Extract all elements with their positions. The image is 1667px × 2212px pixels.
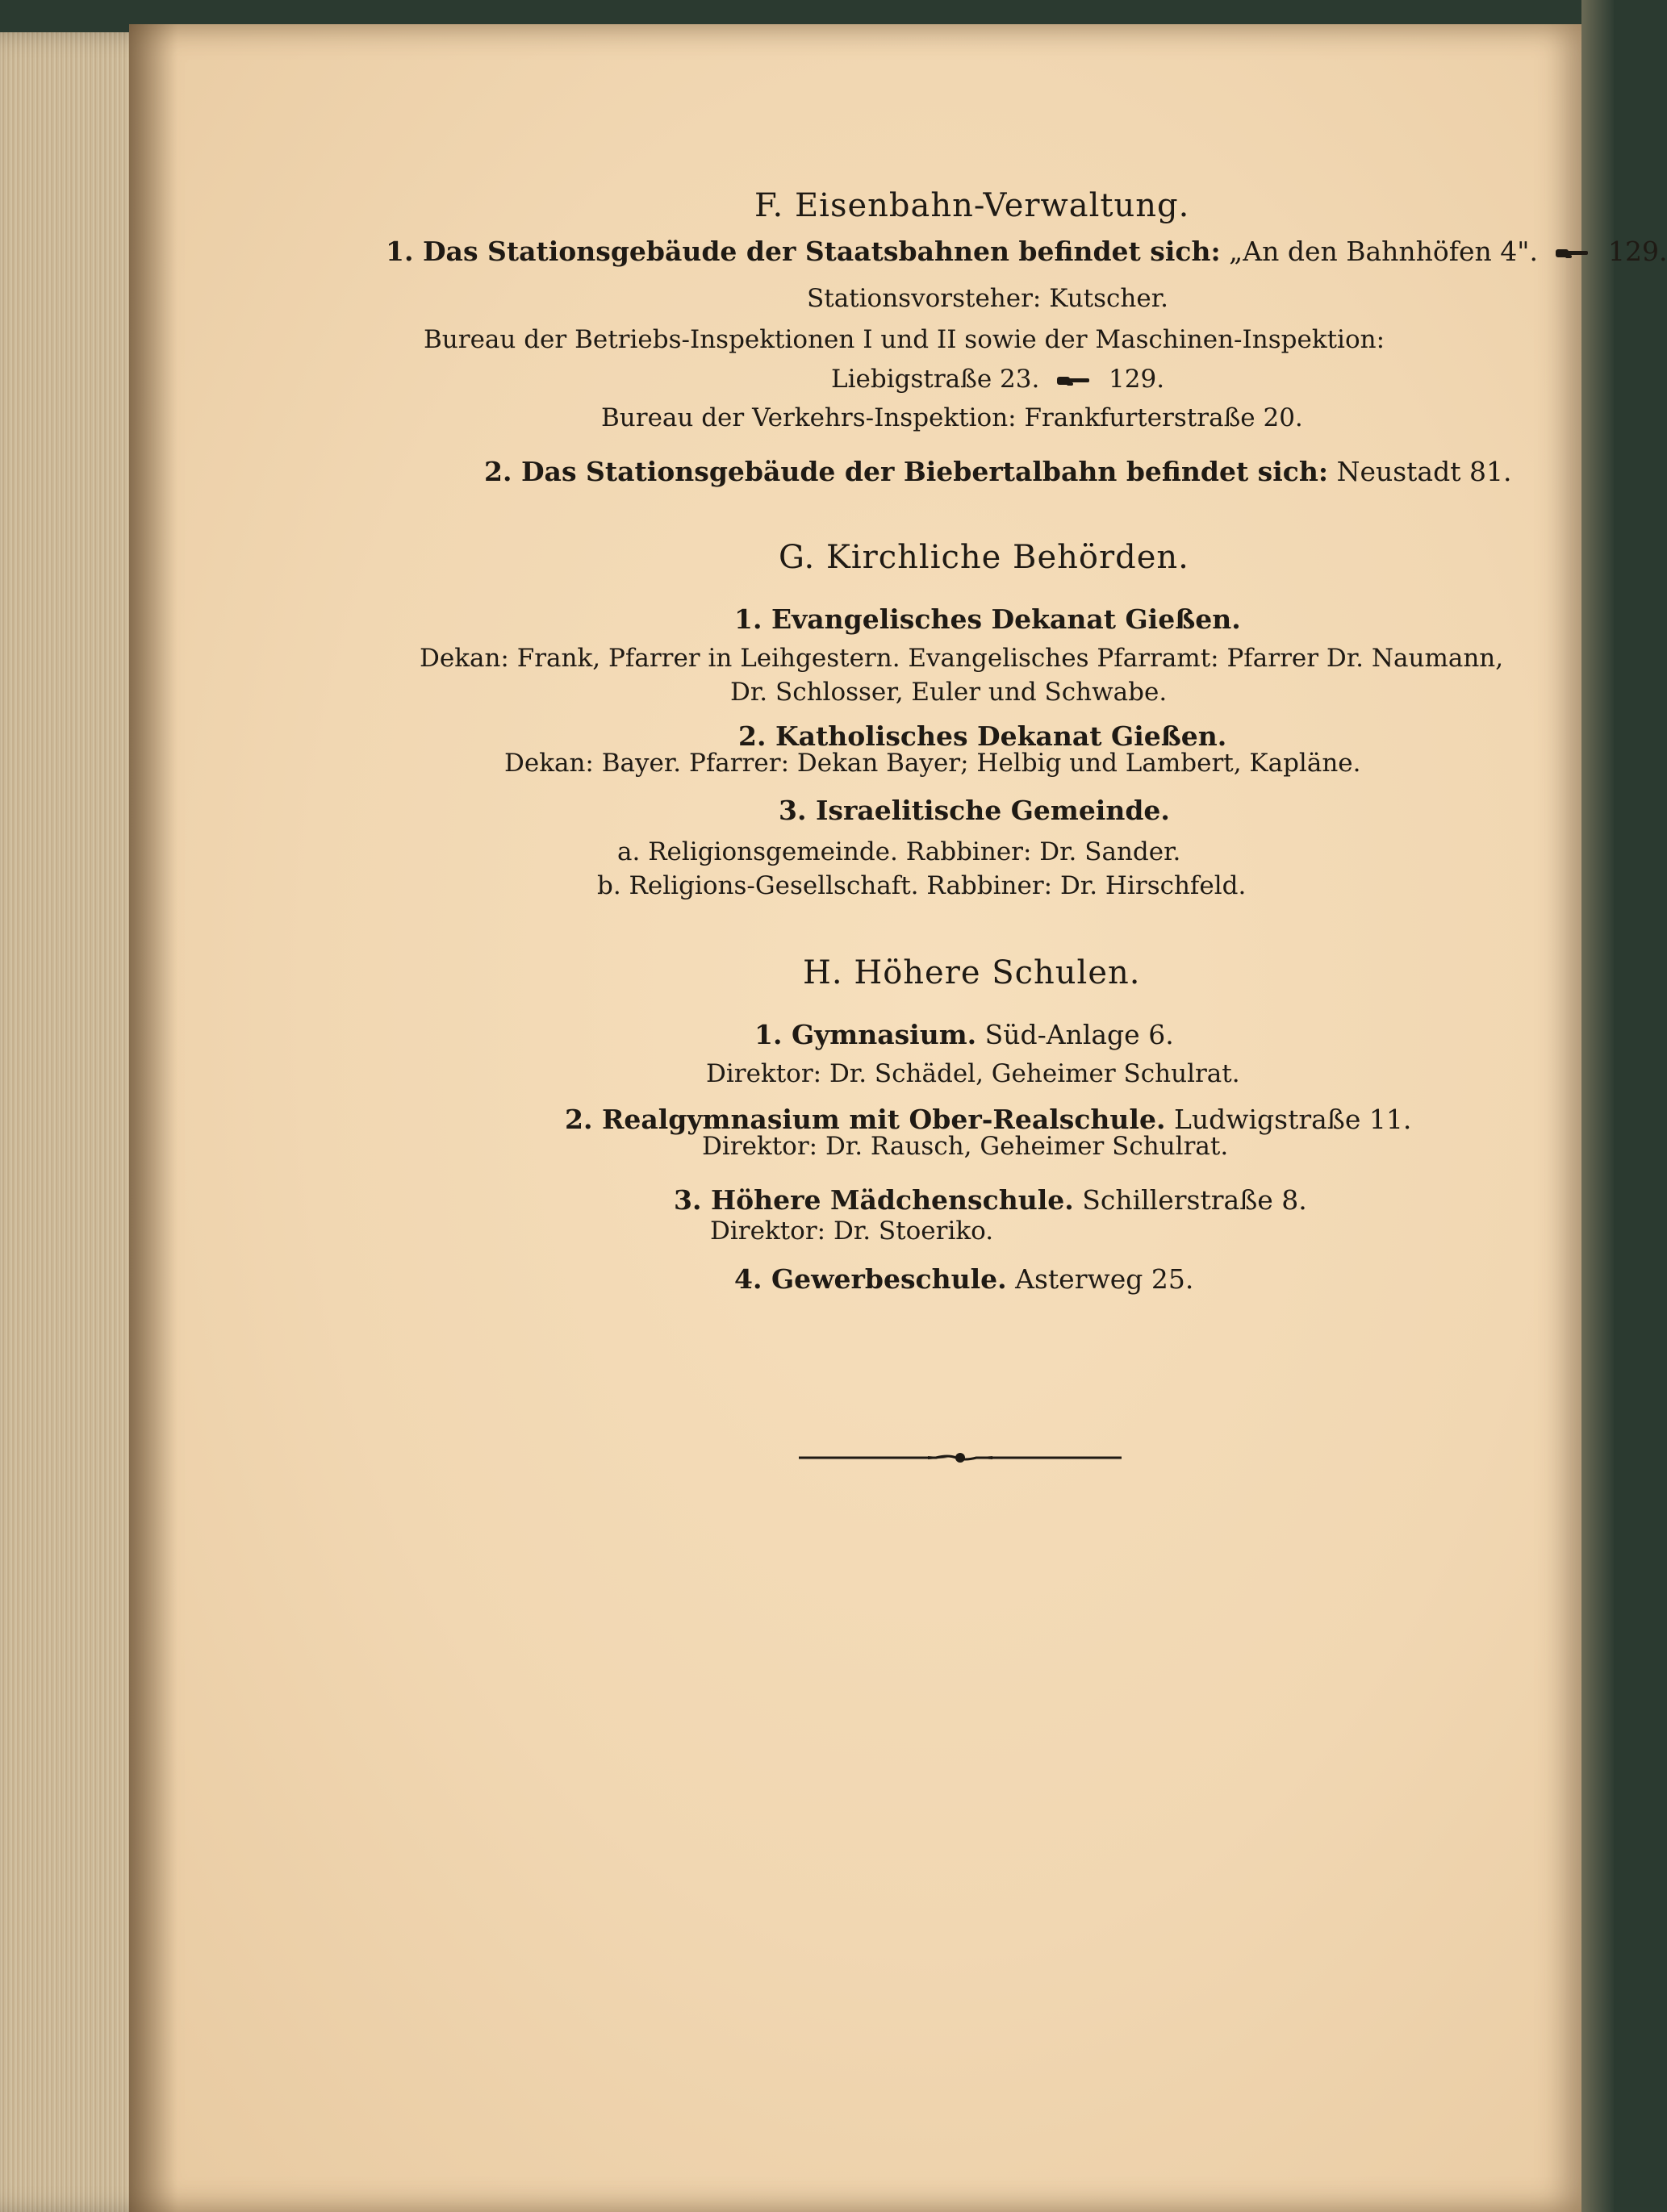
section-f-item2 — [484, 456, 1511, 487]
section-g-item3-title: 3. Israelitische Gemeinde. — [779, 795, 1170, 826]
section-f-item2-label: 2. Das Stationsgebäude der Biebertalbahn befindet sich: — [484, 456, 1329, 487]
section-h-item4-address: Asterweg 25. — [1015, 1263, 1194, 1295]
section-f-item1-label: 1. Das Stationsgebäude der Staatsbahnen befindet sich: — [386, 236, 1221, 267]
section-g-item2-line1: Dekan: Bayer. Pfarrer: Dekan Bayer; Helbig und Lambert, Kapläne. — [504, 749, 1361, 778]
section-h-item1-director: Direktor: Dr. Schädel, Geheimer Schulrat. — [706, 1059, 1240, 1088]
section-g-item3-b: b. Religions-Gesellschaft. Rabbiner: Dr. Hirschfeld. — [597, 871, 1247, 900]
section-h-item2-address: Ludwigstraße 11. — [1173, 1104, 1412, 1135]
section-h-item2-title: 2. Realgymnasium mit Ober-Realschule. — [565, 1104, 1166, 1135]
section-f-item2-value: Neustadt 81. — [1336, 456, 1512, 487]
section-h-item3-director: Direktor: Dr. Stoeriko. — [710, 1217, 994, 1246]
section-f-item1-value: „An den Bahnhöfen 4". — [1229, 236, 1538, 267]
section-h-item1 — [754, 1019, 1174, 1050]
pointing-hand-icon — [1554, 245, 1591, 261]
section-f-bureau1-line2 — [831, 365, 1164, 394]
section-h-item1-address: Süd-Anlage 6. — [984, 1019, 1174, 1050]
pointing-hand-icon — [1055, 373, 1093, 389]
section-h-item1-title: 1. Gymnasium. — [754, 1019, 977, 1050]
section-h-item3-address: Schillerstraße 8. — [1082, 1184, 1307, 1216]
section-g-item3-a: a. Religionsgemeinde. Rabbiner: Dr. Sander. — [617, 837, 1181, 866]
section-h-item2 — [565, 1104, 1411, 1135]
section-g-heading: G. Kirchliche Behörden. — [779, 539, 1189, 576]
spine-shadow — [129, 24, 178, 2212]
section-f-bureau1-line1: Bureau der Betriebs-Inspektionen I und II sowie der Maschinen-Inspektion: — [424, 325, 1385, 354]
section-g-item2-title: 2. Katholisches Dekanat Gießen. — [738, 720, 1227, 752]
section-f-item1 — [386, 236, 1667, 267]
section-h-item3 — [674, 1184, 1307, 1216]
section-f-item1-ref: 129. — [1607, 236, 1667, 267]
ornamental-rule — [799, 1448, 1122, 1467]
section-g-item1-line1: Dekan: Frank, Pfarrer in Leihgestern. Evangelisches Pfarramt: Pfarrer Dr. Naumann, — [420, 644, 1504, 673]
section-f-item1-sub: Stationsvorsteher: Kutscher. — [807, 284, 1168, 313]
page-content — [379, 0, 1667, 2212]
section-f-bureau2: Bureau der Verkehrs-Inspektion: Frankfurterstraße 20. — [601, 403, 1303, 432]
section-f-heading: F. Eisenbahn-Verwaltung. — [754, 187, 1190, 224]
section-f-bureau1-ref: 129. — [1109, 365, 1165, 394]
section-h-heading: H. Höhere Schulen. — [803, 954, 1141, 991]
section-h-item4 — [734, 1263, 1193, 1295]
section-h-item3-title: 3. Höhere Mädchenschule. — [674, 1184, 1074, 1216]
section-h-item2-director: Direktor: Dr. Rausch, Geheimer Schulrat. — [702, 1132, 1229, 1161]
section-f-bureau1-address: Liebigstraße 23. — [831, 365, 1040, 394]
section-g-item1-title: 1. Evangelisches Dekanat Gießen. — [734, 603, 1241, 635]
right-edge — [1581, 0, 1614, 2212]
section-g-item1-line2: Dr. Schlosser, Euler und Schwabe. — [730, 678, 1168, 707]
section-h-item4-title: 4. Gewerbeschule. — [734, 1263, 1007, 1295]
